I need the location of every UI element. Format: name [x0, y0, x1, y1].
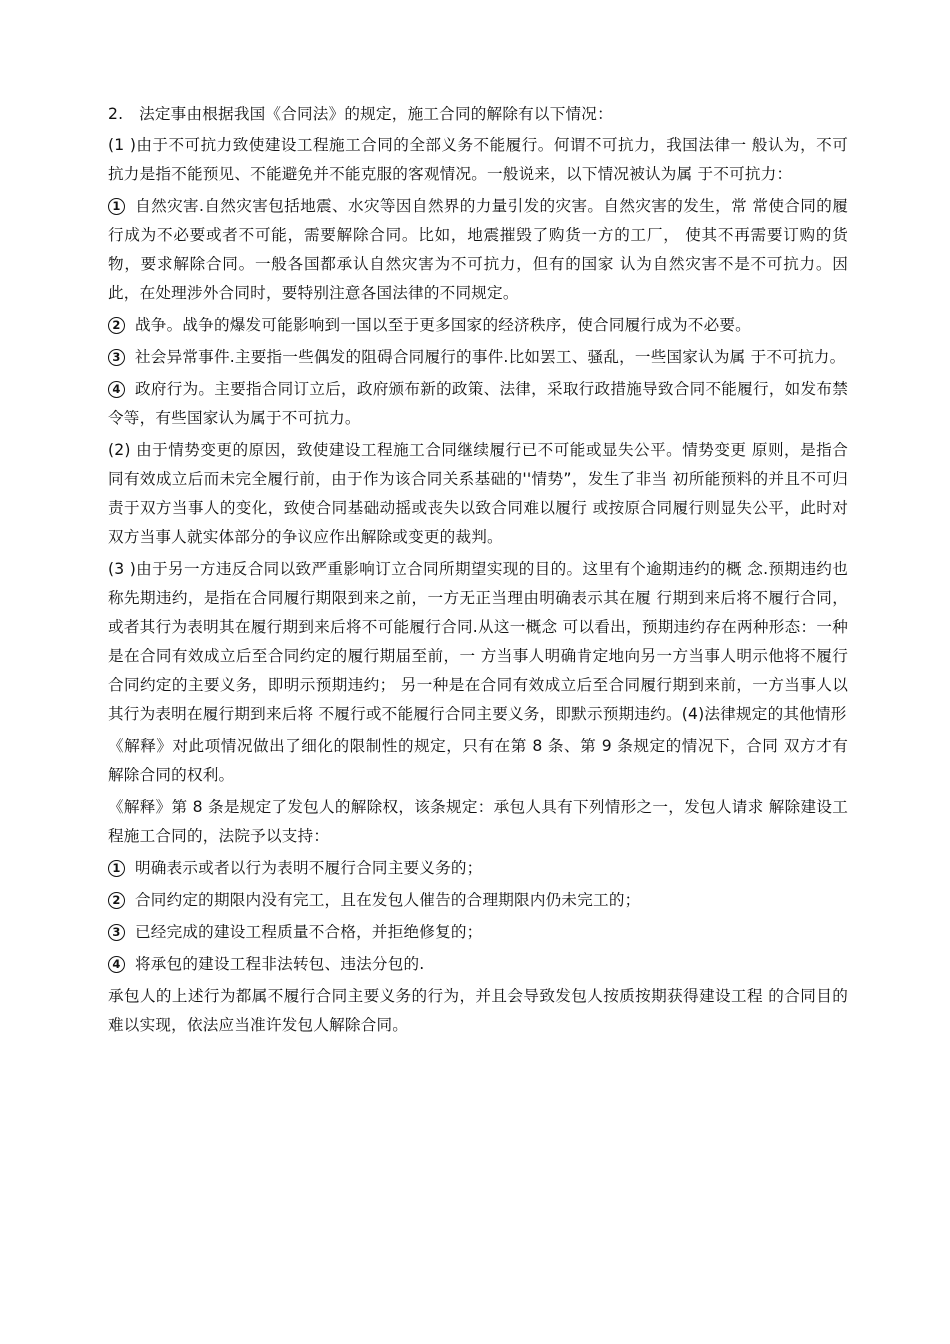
list-item-quality: 3 已经完成的建设工程质量不合格，并拒绝修复的；	[108, 918, 848, 947]
paragraph-conclusion: 承包人的上述行为都属不履行合同主要义务的行为，并且会导致发包人按质按期获得建设工程 的合同目的难以实现，依法应当准许发包人解除合同。	[108, 987, 848, 1034]
list-item-social-events: 3 社会异常事件.主要指一些偶发的阻碍合同履行的事件.比如罢工、骚乱，一些国家认为属 于不可抗力。	[108, 343, 848, 372]
list-item-subcontract: 4 将承包的建设工程非法转包、违法分包的.	[108, 950, 848, 979]
list-item-war: 2 战争。战争的爆发可能影响到一国以至于更多国家的经济秩序，使合同履行成为不必要。	[108, 311, 848, 340]
paragraph-change-of-circumstances: (2) 由于情势变更的原因，致使建设工程施工合同继续履行已不可能或显失公平。情势变更 原则，是指合同有效成立后而未完全履行前，由于作为该合同关系基础的''情势”，发生了非当 初所能预料的并且不可归责于双方当事人的变化，致使合同基础动摇或丧失以致合同难以履行 或按原合同履行则显失公平，此时对双方当事人就实体部分的争议应作出解除或变更的裁判。	[108, 441, 848, 546]
circled-number-marker: 2	[108, 892, 125, 909]
paragraph-breach-of-contract: (3 )由于另一方违反合同以致严重影响订立合同所期望实现的目的。这里有个逾期违约的概 念.预期违约也称先期违约，是指在合同履行期限到来之前，一方无正当理由明确表示其在履 行期到来后将不履行合同，或者其行为表明其在履行期到来后将不可能履行合同.从这一概念 可以看出，预期违约存在两种形态：一种是在合同有效成立后至合同约定的履行期届至前，一 方当事人明确肯定地向另一方当事人明示他将不履行合同约定的主要义务，即明示预期违约； 另一种是在合同有效成立后至合同履行期到来前，一方当事人以其行为表明在履行期到来后将 不履行或不能履行合同主要义务，即默示预期违约。(4)法律规定的其他情形	[108, 560, 848, 723]
circled-number-marker: 3	[108, 924, 125, 941]
circled-number-marker: 1	[108, 198, 125, 215]
list-item-delay: 2 合同约定的期限内没有完工，且在发包人催告的合理期限内仍未完工的；	[108, 886, 848, 915]
section-heading: 2. 法定事由根据我国《合同法》的规定，施工合同的解除有以下情况：	[108, 105, 613, 123]
circled-number-marker: 4	[108, 381, 125, 398]
circled-number-marker: 2	[108, 317, 125, 334]
paragraph-article-8: 《解释》第 8 条是规定了发包人的解除权，该条规定：承包人具有下列情形之一，发包人请求 解除建设工程施工合同的，法院予以支持：	[108, 798, 848, 845]
circled-number-marker: 4	[108, 956, 125, 973]
document-body	[108, 100, 848, 1043]
paragraph-interpretation-scope: 《解释》对此项情况做出了细化的限制性的规定，只有在第 8 条、第 9 条规定的情况下，合同 双方才有解除合同的权利。	[108, 737, 848, 784]
list-item-refuse-obligation: 1 明确表示或者以行为表明不履行合同主要义务的；	[108, 854, 848, 883]
list-item-government-action: 4 政府行为。主要指合同订立后，政府颁布新的政策、法律，采取行政措施导致合同不能履行，如发布禁令等，有些国家认为属于不可抗力。	[108, 380, 848, 427]
circled-number-marker: 1	[108, 860, 125, 877]
list-item-natural-disaster: 1 自然灾害.自然灾害包括地震、水灾等因自然界的力量引发的灾害。自然灾害的发生，常 常使合同的履行成为不必要或者不可能，需要解除合同。比如，地震摧毁了购货一方的工厂， 使其不再需要订购的货物，要求解除合同。一般各国都承认自然灾害为不可抗力，但有的国家 认为自然灾害不是不可抗力。因此，在处理涉外合同时，要特别注意各国法律的不同规定。	[108, 197, 848, 302]
paragraph-force-majeure: (1 )由于不可抗力致使建设工程施工合同的全部义务不能履行。何谓不可抗力，我国法律一 般认为，不可抗力是指不能预见、不能避免并不能克服的客观情况。一般说来，以下情况被认为属 于不可抗力：	[108, 136, 848, 183]
circled-number-marker: 3	[108, 349, 125, 366]
